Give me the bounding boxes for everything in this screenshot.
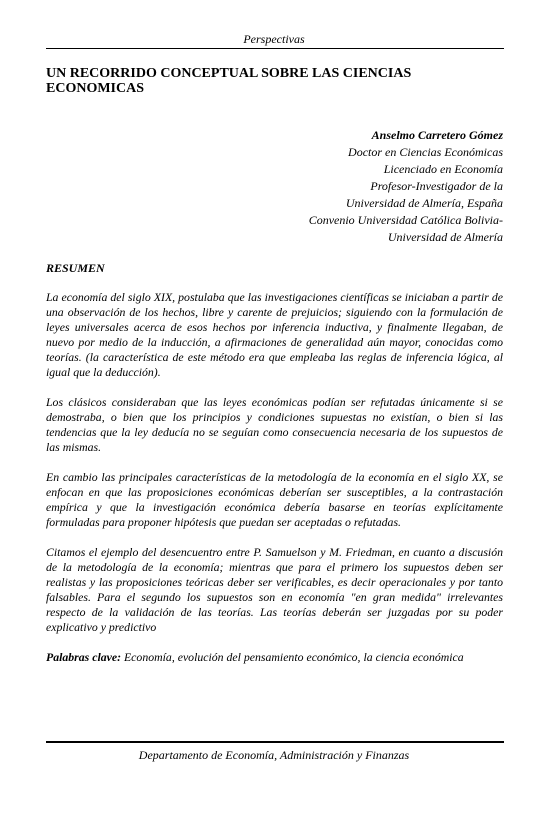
affiliation-line: Doctor en Ciencias Económicas	[348, 145, 503, 159]
keywords-label: Palabras clave:	[46, 649, 122, 664]
abstract-paragraph: Los clásicos consideraban que las leyes económicas podían ser refutadas únicamente si se demostraba, o bien que los principios y condiciones supuestas no existían, o bien si las tendencias que la ley deducía no se seguían como consecuencia necesaria de los supuestos de las mismas.	[46, 395, 503, 455]
affiliation-line: Profesor-Investigador de la	[370, 179, 503, 193]
author-block	[240, 127, 503, 246]
footer-department: Departamento de Economía, Administración y Finanzas	[138, 748, 410, 762]
keywords-text: Economía, evolución del pensamiento económico, la ciencia económica	[121, 649, 464, 664]
abstract-body	[46, 290, 503, 679]
affiliation-line: Universidad de Almería, España	[345, 196, 503, 210]
abstract-heading: RESUMEN	[46, 261, 105, 275]
affiliation-line: Licenciado en Economía	[383, 162, 503, 176]
affiliation-line: Convenio Universidad Católica Bolivia-	[308, 213, 503, 227]
keywords-line	[46, 650, 503, 665]
article-title: UN RECORRIDO CONCEPTUAL SOBRE LAS CIENCIAS ECONOMICAS	[46, 66, 412, 96]
abstract-paragraph: La economía del siglo XIX, postulaba que las investigaciones científicas se iniciaban a partir de una observación de los hechos, libre y carente de prejuicios; siguiendo con la formulación de leyes universales acerca de esos hechos por inferencia inductiva, y finalmente llegaban, de nuevo por medio de la inducción, a afirmaciones de generalidad aún mayor, conocidas como teorías. (la característica de este método era que empleaba las reglas de inferencia lógica, al igual que la deducción).	[46, 290, 503, 380]
affiliation-line: Universidad de Almería	[387, 230, 503, 244]
header-rule	[46, 48, 504, 49]
footer-rule	[46, 741, 504, 743]
author-name: Anselmo Carretero Gómez	[371, 128, 503, 142]
running-header: Perspectivas	[243, 32, 305, 46]
abstract-paragraph: En cambio las principales características de la metodología de la economía en el siglo XX, se enfocan en que las proposiciones económicas deberían ser susceptibles, a la contrastación empírica y que la investigación económica debería basarse en teorías explícitamente formuladas para proponer hipótesis que puedan ser aceptadas o refutadas.	[46, 469, 503, 530]
abstract-paragraph: Citamos el ejemplo del desencuentro entre P. Samuelson y M. Friedman, en cuanto a discusión de la metodología de la economía; mientras que para el primero los supuestos deben ser realistas y las proposiciones teóricas deber ser verificables, es decir operacionales y por tanto falsables. Para el segundo los supuestos son en economía "en gran medida" irrelevantes respecto de la validación de las teorías. Las teorías deberán ser juzgadas por su poder explicativo y predictivo	[46, 544, 503, 635]
